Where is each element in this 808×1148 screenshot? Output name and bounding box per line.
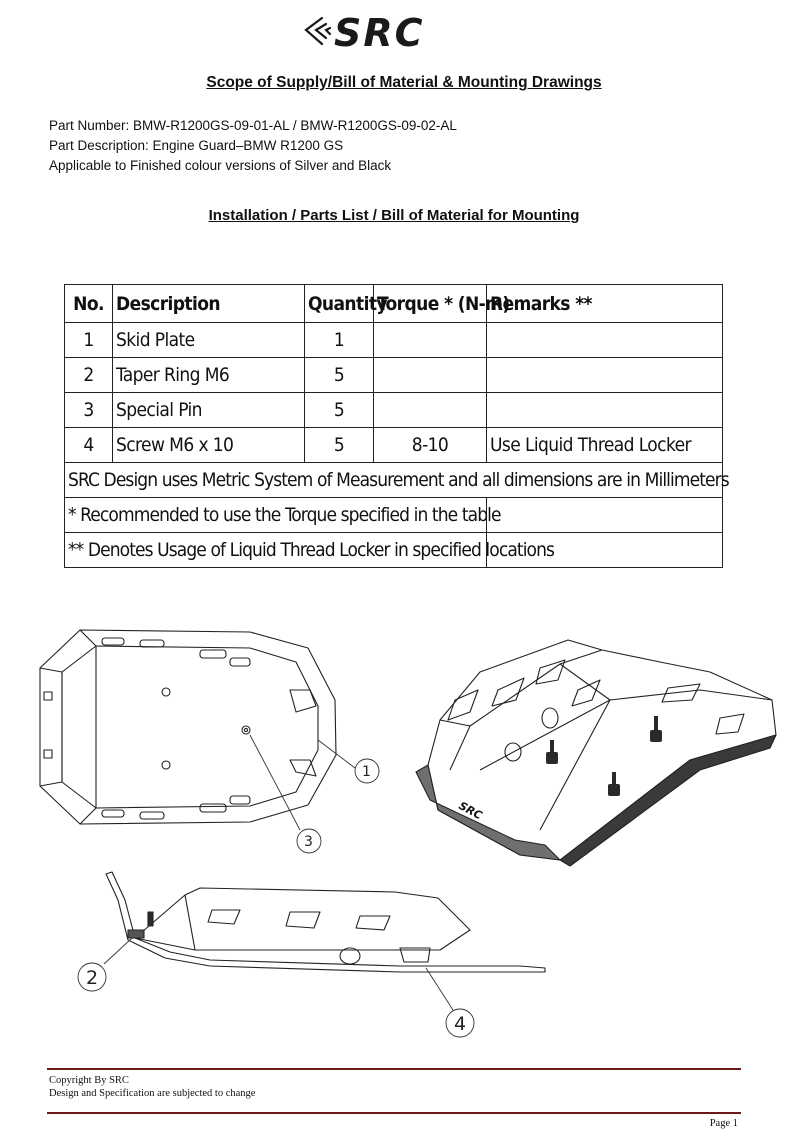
cell-remarks: Use Liquid Thread Locker [487, 428, 723, 463]
part-number: Part Number: BMW-R1200GS-09-01-AL / BMW-R1200GS-09-02-AL [49, 118, 457, 133]
footer-divider-top [47, 1068, 741, 1070]
table-note-row [65, 533, 723, 568]
cell-torque [374, 323, 487, 358]
table-row [65, 428, 723, 463]
cell-remarks [487, 323, 723, 358]
skid-plate-top-view [40, 630, 336, 824]
cell-quantity: 1 [305, 323, 374, 358]
special-pin-icon [546, 716, 662, 796]
document-title: Scope of Supply/Bill of Material & Mounting Drawings [206, 74, 602, 91]
cell-no: 2 [65, 358, 113, 393]
cell-no: 1 [65, 323, 113, 358]
cell-torque [374, 393, 487, 428]
page-number: Page 1 [709, 1118, 738, 1129]
skid-plate-side-view [106, 872, 545, 972]
cell-quantity: 5 [305, 428, 374, 463]
note-thread-locker: ** Denotes Usage of Liquid Thread Locker in specified locations [65, 533, 487, 568]
part-description: Part Description: Engine Guard–BMW R1200 GS [49, 138, 344, 153]
header-description: Description [113, 285, 305, 323]
footer [49, 1074, 255, 1100]
table-note-row [65, 498, 723, 533]
note-metric: SRC Design uses Metric System of Measurement and all dimensions are in Millimeters [65, 463, 723, 498]
callout-2-label: 2 [86, 967, 99, 989]
header-remarks: Remarks ** [487, 285, 723, 323]
cell-description: Taper Ring M6 [113, 358, 305, 393]
logo-mark-icon [306, 18, 330, 44]
table-note-row [65, 463, 723, 498]
footer-disclaimer: Design and Specification are subjected to change [49, 1088, 256, 1099]
cell-no: 4 [65, 428, 113, 463]
table-row [65, 358, 723, 393]
cell-quantity: 5 [305, 358, 374, 393]
cell-description: Special Pin [113, 393, 305, 428]
section-title: Installation / Parts List / Bill of Material for Mounting [208, 207, 580, 224]
cell-description: Screw M6 x 10 [113, 428, 305, 463]
cell-description: Skid Plate [113, 323, 305, 358]
skid-plate-isometric-view [416, 640, 776, 866]
cell-remarks [487, 393, 723, 428]
cell-torque: 8-10 [374, 428, 487, 463]
table-row [65, 323, 723, 358]
footer-copyright: Copyright By SRC [49, 1075, 129, 1086]
header-torque: Torque * (N-m) [374, 285, 487, 323]
note-torque: * Recommended to use the Torque specified in the table [65, 498, 487, 533]
mounting-drawings [0, 600, 808, 1050]
callout-4-label: 4 [454, 1013, 467, 1035]
cell-no: 3 [65, 393, 113, 428]
part-info [49, 116, 457, 176]
callout-1-label: 1 [362, 764, 371, 780]
cell-quantity: 5 [305, 393, 374, 428]
cell-remarks [487, 358, 723, 393]
header-no: No. [65, 285, 113, 323]
bom-table [64, 284, 729, 568]
src-logo [300, 8, 500, 56]
header-quantity: Quantity [305, 285, 374, 323]
table-row [65, 393, 723, 428]
callout-4 [426, 968, 474, 1037]
plate-engraving: SRC [456, 799, 485, 823]
logo-wordmark: SRC [334, 11, 425, 55]
cell-torque [374, 358, 487, 393]
table-header-row [65, 285, 723, 323]
applicability-note: Applicable to Finished colour versions of Silver and Black [49, 158, 392, 173]
note-empty-cell [487, 498, 723, 533]
callout-3-label: 3 [304, 834, 313, 850]
footer-divider-bottom [47, 1112, 741, 1114]
